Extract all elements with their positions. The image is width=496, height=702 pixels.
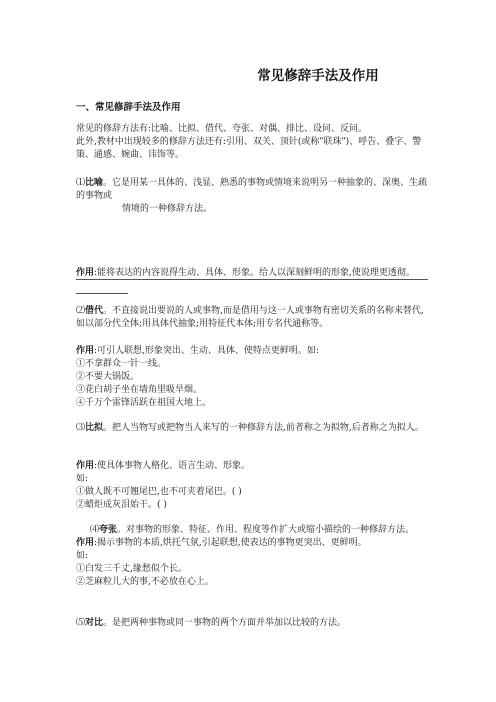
hyperbole-definition: 。对事物的形象、特征、作用、程度等作扩大或缩小描绘的一种修辞方法。 [117,525,415,535]
underline-rule [76,293,128,294]
example-intro: 如: [76,474,89,484]
effect-label: 作用 [76,538,95,548]
section-heading: 一、常见修辞手法及作用 [76,102,181,113]
list-item: ②不要大锅饭。 [76,372,140,382]
effect-label: 作用 [76,346,95,356]
underline-rule [76,279,428,280]
metonymy-definition: 。不直接说出要说的人或事物,而是借用与这一人或事物有密切关系的名称来替代,如以部分代全体;用具体代抽象;用特征代本体;用专名代通称等。 [76,306,424,329]
paragraph-contrast [76,617,428,630]
paragraph-personification [76,422,428,435]
page-title: 常见修辞手法及作用 [257,68,379,84]
metaphor-definition: 。它是用某一具体的、浅显、熟悉的事物或情境来说明另一种抽象的、深奥、生疏的事物或 [76,178,428,201]
keyword-metaphor: 比喻 [85,178,104,188]
keyword-contrast: 对比 [85,618,104,628]
list-item: ②芝麻粒儿大的事,不必放在心上。 [76,577,214,587]
item-number: ⑸ [76,618,86,628]
paragraph-metaphor [76,177,428,216]
metaphor-definition-cont: 情境的一种修辞方法。 [122,204,213,214]
item-number: ⑴ [76,178,86,188]
list-item: ③花白胡子坐在墙角里吸旱烟。 [76,385,203,395]
metonymy-effect-text: :可引人联想,形象突出、生动、具体、使特点更鲜明。如: [94,346,319,356]
intro-paragraph-1: 常见的修辞方法有:比喻、比拟、借代、夸张、对偶、排比、设问、反问。 [76,124,368,134]
item-number: ⑵ [76,306,86,316]
paragraph-metonymy [76,305,428,331]
personification-definition: 。把人当物写或把物当人来写的一种修辞方法,前者称之为拟物,后者称之为拟人。 [103,423,424,433]
effect-label: 作用 [76,268,95,278]
metonymy-effect [76,345,428,410]
hyperbole-effect-text: :揭示事物的本质,烘托气氛,引起联想,使表达的事物更突出、更鲜明。 [94,538,367,548]
item-number: ⑷ [90,525,100,535]
list-item: ①不拿群众一针一线。 [76,359,167,369]
list-item: ①白发三千丈,缘愁似个长。 [76,564,187,574]
keyword-metonymy: 借代 [85,306,104,316]
list-item: ②蜡炬成灰泪始干。( ) [76,500,167,510]
list-item: ①做人既不可翘尾巴,也不可夹着尾巴。( ) [76,487,242,497]
item-number: ⑶ [76,423,86,433]
hyperbole-effect [76,537,428,550]
contrast-definition: 。是把两种事物或同一事物的两个方面并举加以比较的方法。 [103,618,347,628]
example-intro: 如: [76,551,89,561]
metaphor-effect-text: :能将表达的内容说得生动、具体、形象。给人以深刻鲜明的形象,使说理更透彻。 [94,268,415,278]
effect-label: 作用 [76,461,95,471]
intro-paragraph-2: 此外,教材中出现较多的修辞方法还有:引用、双关、顶针(或称"联珠")、呼告、叠字、警策、通感、婉曲、讳饰等。 [76,137,422,160]
keyword-hyperbole: 夸张 [99,525,118,535]
personification-effect [76,460,428,512]
keyword-personification: 比拟 [85,423,104,433]
list-item: ④千万个雷锋活跃在祖国大地上。 [76,398,212,408]
personification-effect-text: :使具体事物人格化、语言生动、形象。 [94,461,251,471]
paragraph-hyperbole [76,524,428,589]
